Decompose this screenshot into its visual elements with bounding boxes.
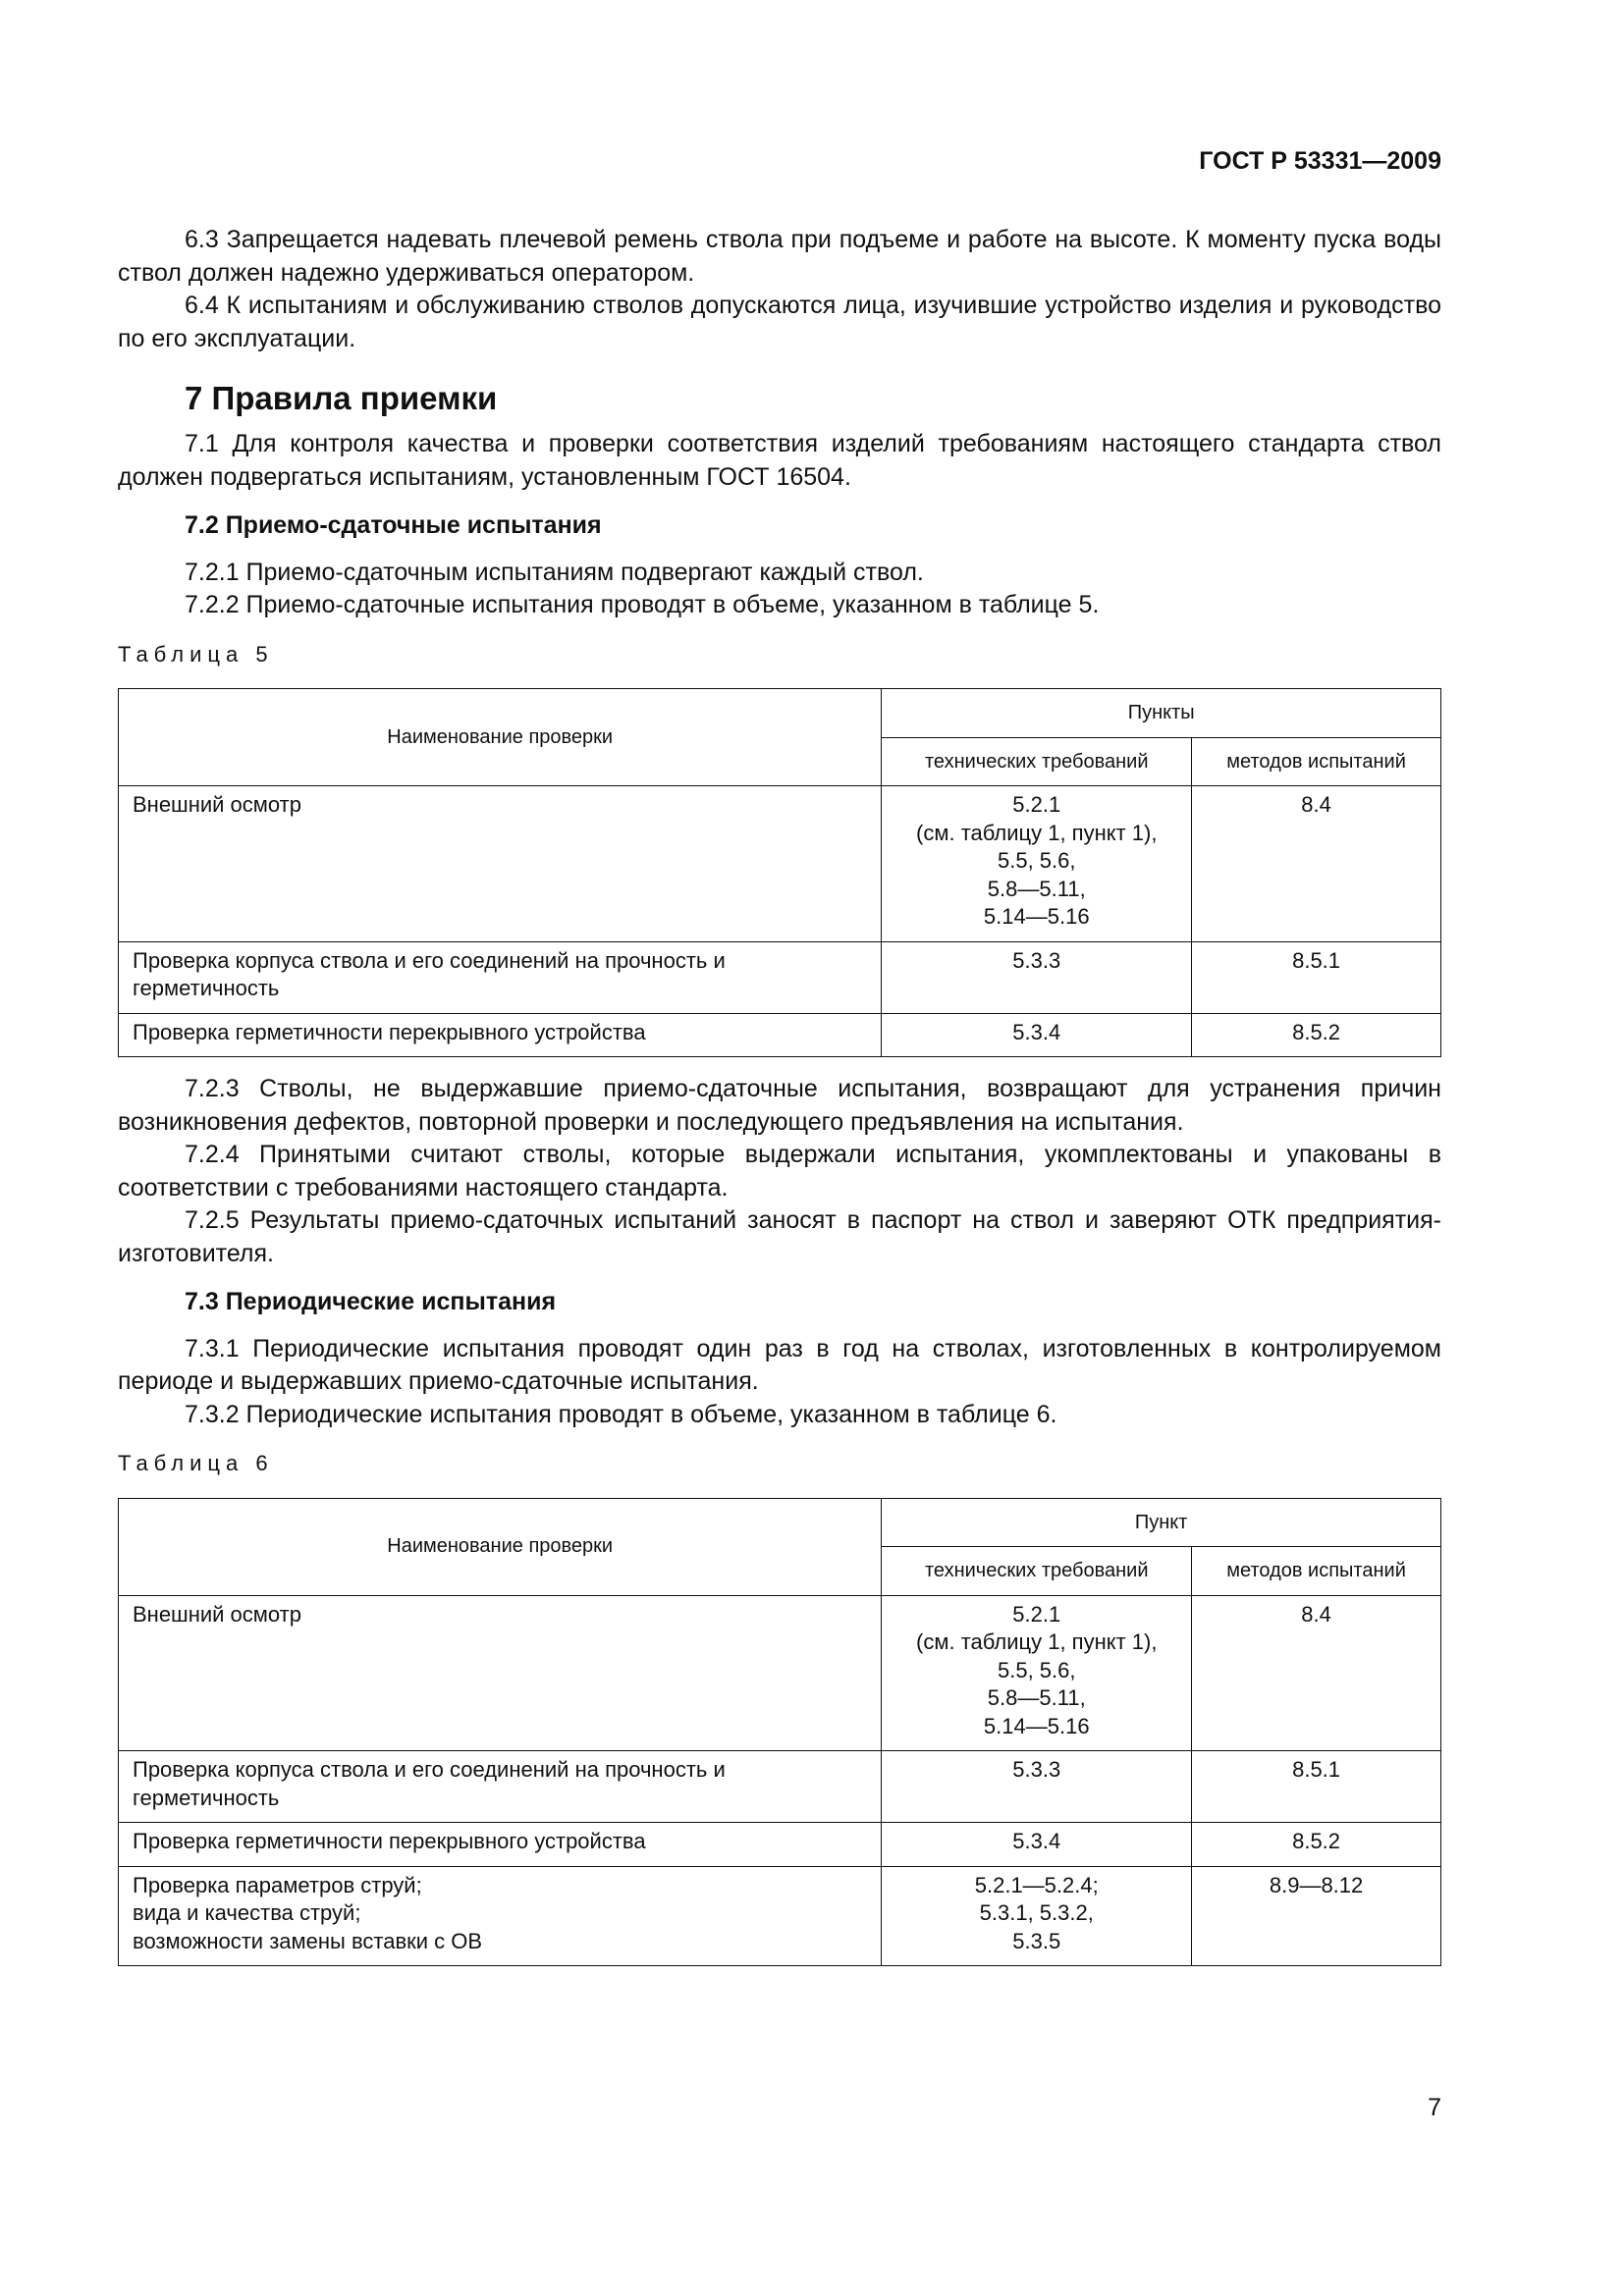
table-row xyxy=(119,1595,1441,1751)
standard-code-header: ГОСТ Р 53331—2009 xyxy=(1199,147,1441,175)
table-5-row-1-name: Внешний осмотр xyxy=(119,786,882,942)
table-6 xyxy=(118,1498,1441,1967)
table-6-row-1-name: Внешний осмотр xyxy=(119,1595,882,1751)
paragraph-6-4: 6.4 К испытаниям и обслуживанию стволов допускаются лица, изучившие устройство изделия и руководство по его эксплуатации. xyxy=(118,292,1441,352)
paragraph-7-2-5: 7.2.5 Результаты приемо-сдаточных испытаний заносят в паспорт на ствол и заверяют ОТК предприятия-изготовителя. xyxy=(118,1206,1441,1267)
section-title-7: 7 Правила приемки xyxy=(185,380,498,416)
table-5-caption: Таблица 5 xyxy=(118,641,274,667)
table-6-row-3-name: Проверка герметичности перекрывного устройства xyxy=(119,1823,882,1867)
paragraph-7-3-1: 7.3.1 Периодические испытания проводят один раз в год на стволах, изготовленных в контролируемом периоде и выдержавших приемо-сдаточные испытания. xyxy=(118,1334,1441,1395)
table-6-row-4-methods: 8.9—8.12 xyxy=(1192,1866,1441,1966)
table-6-row-2-tech: 5.3.3 xyxy=(882,1751,1192,1823)
table-6-row-3-tech: 5.3.4 xyxy=(882,1823,1192,1867)
table-row xyxy=(119,1013,1441,1057)
paragraph-7-2-1: 7.2.1 Приемо-сдаточным испытаниям подвергают каждый ствол. xyxy=(185,558,924,586)
table-5 xyxy=(118,688,1441,1057)
table-6-header-tech: технических требований xyxy=(882,1547,1192,1596)
table-5-row-2-methods: 8.5.1 xyxy=(1192,941,1441,1013)
table-6-header-methods: методов испытаний xyxy=(1192,1547,1441,1596)
paragraph-6-3: 6.3 Запрещается надевать плечевой ремень ствола при подъеме и работе на высоте. К моменту пуска воды ствол должен надежно удерживаться оператором. xyxy=(118,226,1441,287)
subsection-title-7-2: 7.2 Приемо-сдаточные испытания xyxy=(185,511,602,539)
table-row xyxy=(119,1751,1441,1823)
table-5-header-name: Наименование проверки xyxy=(119,689,882,786)
table-6-header-name: Наименование проверки xyxy=(119,1498,882,1595)
table-5-row-1-tech: 5.2.1 (см. таблицу 1, пункт 1), 5.5, 5.6, 5.8—5.11, 5.14—5.16 xyxy=(882,786,1192,942)
table-5-row-2-name: Проверка корпуса ствола и его соединений на прочность и герметичность xyxy=(119,941,882,1013)
paragraph-7-2-2: 7.2.2 Приемо-сдаточные испытания проводят в объеме, указанном в таблице 5. xyxy=(185,591,1100,618)
table-5-header-tech: технических требований xyxy=(882,737,1192,786)
table-6-row-2-methods: 8.5.1 xyxy=(1192,1751,1441,1823)
table-6-row-4-name: Проверка параметров струй; вида и качества струй; возможности замены вставки с ОВ xyxy=(119,1866,882,1966)
paragraph-7-3-2: 7.3.2 Периодические испытания проводят в объеме, указанном в таблице 6. xyxy=(185,1400,1057,1428)
table-5-row-3-methods: 8.5.2 xyxy=(1192,1013,1441,1057)
subsection-title-7-3: 7.3 Периодические испытания xyxy=(185,1288,557,1315)
table-row xyxy=(119,1823,1441,1867)
page-number: 7 xyxy=(1428,2094,1441,2121)
table-5-row-1-methods: 8.4 xyxy=(1192,786,1441,942)
table-row xyxy=(119,1866,1441,1966)
table-5-row-3-tech: 5.3.4 xyxy=(882,1013,1192,1057)
table-row xyxy=(119,941,1441,1013)
table-6-row-3-methods: 8.5.2 xyxy=(1192,1823,1441,1867)
table-5-header-methods: методов испытаний xyxy=(1192,737,1441,786)
paragraph-7-2-3: 7.2.3 Стволы, не выдержавшие приемо-сдаточные испытания, возвращают для устранения причин возникновения дефектов, повторной проверки и последующего предъявления на испытания. xyxy=(118,1075,1441,1136)
table-row xyxy=(119,786,1441,942)
table-6-row-4-tech: 5.2.1—5.2.4; 5.3.1, 5.3.2, 5.3.5 xyxy=(882,1866,1192,1966)
table-5-row-3-name: Проверка герметичности перекрывного устройства xyxy=(119,1013,882,1057)
table-6-row-1-methods: 8.4 xyxy=(1192,1595,1441,1751)
table-6-row-2-name: Проверка корпуса ствола и его соединений на прочность и герметичность xyxy=(119,1751,882,1823)
paragraph-7-1: 7.1 Для контроля качества и проверки соответствия изделий требованиям настоящего стандарта ствол должен подвергаться испытаниям, установленным ГОСТ 16504. xyxy=(118,430,1441,491)
table-6-caption: Таблица 6 xyxy=(118,1451,274,1475)
table-5-header-group: Пункты xyxy=(882,689,1441,738)
table-5-row-2-tech: 5.3.3 xyxy=(882,941,1192,1013)
table-6-row-1-tech: 5.2.1 (см. таблицу 1, пункт 1), 5.5, 5.6, 5.8—5.11, 5.14—5.16 xyxy=(882,1595,1192,1751)
paragraph-7-2-4: 7.2.4 Принятыми считают стволы, которые выдержали испытания, укомплектованы и упакованы в соответствии с требованиями настоящего стандарта. xyxy=(118,1141,1441,1201)
document-body xyxy=(118,224,1441,1982)
table-6-header-group: Пункт xyxy=(882,1498,1441,1547)
